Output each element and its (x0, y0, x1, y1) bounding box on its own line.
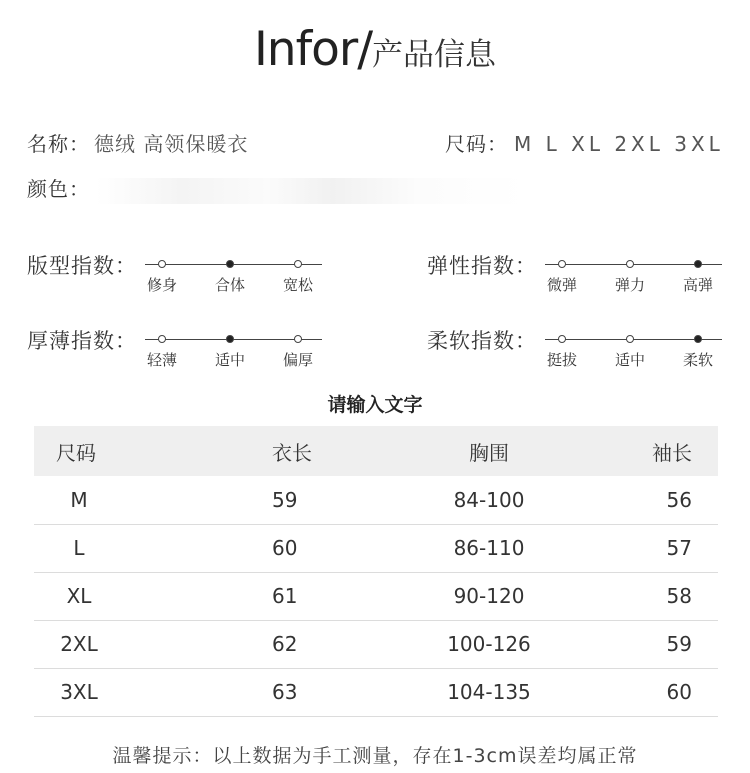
cell-length: 59 (124, 476, 424, 524)
index-marker-selected (694, 260, 702, 268)
cell-size: M (34, 476, 124, 524)
index-marker (626, 260, 634, 268)
title-en: Infor/ (253, 22, 373, 77)
cell-sleeve: 56 (554, 476, 718, 524)
index-marker (626, 335, 634, 343)
cell-size: L (34, 524, 124, 572)
index-tick-label: 宽松 (282, 276, 314, 294)
index-marker (158, 260, 166, 268)
cell-size: 2XL (34, 620, 124, 668)
index-tick-label: 修身 (146, 276, 178, 294)
softness-index-label: 柔软指数： (427, 329, 537, 353)
index-marker (558, 260, 566, 268)
cell-sleeve: 60 (554, 668, 718, 716)
table-header-row (34, 426, 718, 476)
name-value: 德绒 高领保暖衣 (94, 132, 249, 156)
index-tick-label: 合体 (214, 276, 246, 294)
cell-length: 63 (124, 668, 424, 716)
cell-chest: 90-120 (424, 572, 554, 620)
cell-size: 3XL (34, 668, 124, 716)
table-row (34, 668, 718, 716)
index-tick-label: 微弹 (546, 276, 578, 294)
table-row (34, 476, 718, 524)
index-tick-label: 适中 (614, 351, 646, 369)
header-chest: 胸围 (424, 426, 554, 476)
product-name-row (27, 128, 248, 157)
measurement-note: 温馨提示：以上数据为手工测量，存在1-3cm误差均属正常 (112, 745, 638, 767)
index-tick-label: 柔软 (682, 351, 714, 369)
index-marker-selected (694, 335, 702, 343)
fit-index (27, 250, 337, 300)
color-label: 颜色： (27, 177, 90, 201)
index-tick-label: 适中 (214, 351, 246, 369)
index-tick-label: 高弹 (682, 276, 714, 294)
index-marker-selected (226, 335, 234, 343)
header-length: 衣长 (124, 426, 424, 476)
color-row (27, 173, 526, 204)
index-marker (294, 335, 302, 343)
table-row (34, 524, 718, 572)
cell-length: 62 (124, 620, 424, 668)
table-row (34, 572, 718, 620)
size-label: 尺码： (445, 132, 508, 156)
cell-sleeve: 57 (554, 524, 718, 572)
cell-chest: 86-110 (424, 524, 554, 572)
size-table (34, 426, 718, 717)
name-label: 名称： (27, 132, 90, 156)
index-tick-label: 弹力 (614, 276, 646, 294)
page-title (0, 22, 750, 77)
cell-sleeve: 59 (554, 620, 718, 668)
thickness-index-label: 厚薄指数： (27, 329, 137, 353)
cell-length: 61 (124, 572, 424, 620)
table-row (34, 620, 718, 668)
color-value-blurred (96, 178, 526, 204)
size-value: M L XL 2XL 3XL (514, 132, 724, 156)
table-subtitle: 请输入文字 (327, 394, 423, 416)
cell-sleeve: 58 (554, 572, 718, 620)
cell-size: XL (34, 572, 124, 620)
cell-chest: 100-126 (424, 620, 554, 668)
index-marker-selected (226, 260, 234, 268)
cell-chest: 104-135 (424, 668, 554, 716)
thickness-index (27, 325, 337, 375)
header-sleeve: 袖长 (554, 426, 718, 476)
index-marker (558, 335, 566, 343)
header-size: 尺码 (34, 426, 124, 476)
cell-length: 60 (124, 524, 424, 572)
softness-index (427, 325, 737, 375)
index-marker (294, 260, 302, 268)
index-tick-label: 挺拔 (546, 351, 578, 369)
elastic-index-label: 弹性指数： (427, 254, 537, 278)
title-cn: 产品信息 (372, 37, 497, 73)
cell-chest: 84-100 (424, 476, 554, 524)
index-tick-label: 偏厚 (282, 351, 314, 369)
size-row (445, 128, 724, 157)
index-tick-label: 轻薄 (146, 351, 178, 369)
elastic-index (427, 250, 737, 300)
fit-index-label: 版型指数： (27, 254, 137, 278)
index-marker (158, 335, 166, 343)
